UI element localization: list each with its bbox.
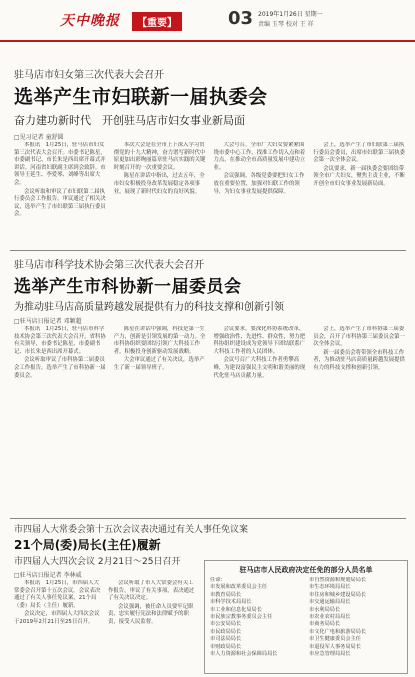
appointment-item: 市水利局局长 xyxy=(309,606,341,613)
appointment-item: 市生态环境局局长 xyxy=(309,584,351,591)
appointment-item: 市教育局局长 xyxy=(210,591,242,598)
story3-byline: □驻马店日报记者 李林威 xyxy=(14,572,82,579)
story2-body xyxy=(14,326,406,512)
appointment-item: 市应急管理局局长 xyxy=(309,651,351,658)
appointment-item: 市公安局局长 xyxy=(210,621,242,628)
appointment-item: 市民政局局长 xyxy=(210,628,242,635)
editors-line: 责编 玉琴 校对 王 祥 xyxy=(258,21,314,28)
paragraph: 大会审议通过了有关决议，选举产生了新一届领导班子。 xyxy=(113,357,205,371)
story1-column xyxy=(14,142,107,244)
appointment-item: 市科学技术局局长 xyxy=(210,599,252,606)
appointment-item: 市工业和信息化局局长 xyxy=(210,606,262,613)
appointment-item: 市商务局局长 xyxy=(309,621,341,628)
paragraph: 会上，选举产生了市妇联第三届执行委员会委员，出席市妇联第三届执委会第一次全体会议。 xyxy=(313,142,405,164)
story3-column xyxy=(108,580,197,672)
story3-kicker: 市四届人大常委会第十五次会议表决通过有关人事任免议案 xyxy=(14,525,249,535)
appointment-item: 市卫生健康委员会主任 xyxy=(309,636,361,643)
paragraph: 会议要求，要深化科协系统改革，增强政治性、先进性、群众性，努力把科协组织建设成为党领导下团结联系广大科技工作者的人民团体。 xyxy=(213,326,306,355)
story1-kicker: 驻马店市妇女第三次代表大会召开 xyxy=(14,70,164,81)
appointment-item: 市交通运输局局长 xyxy=(309,599,351,606)
story1-body xyxy=(14,142,406,244)
appointments-title: 驻马店市人民政府决定任免的部分人员名单 xyxy=(239,566,373,574)
story3-headline: 21个局(委)局长(主任)履新 xyxy=(14,538,161,552)
appointment-item: 市人力资源和社会保障局局长 xyxy=(210,651,278,658)
paragraph: 会议决定，市四届人大四次会议于2019年2月21日至25日召开。 xyxy=(14,611,100,625)
paragraph: 新一届委员会将带领全市科技工作者，为推动驻马店高质量跨越发展提供有力的科技支撑和创新引领。 xyxy=(313,349,405,371)
story1-headline: 选举产生市妇联新一届执委会 xyxy=(14,86,268,108)
story2-column xyxy=(214,326,307,512)
issue-date: 2019年1月26日 星期一 xyxy=(258,11,323,18)
paragraph: 会议号召广大科技工作者勇攀高峰，为建设富强民主文明和谐美丽的现代化驻马店贡献力量。 xyxy=(213,357,306,379)
appointments-column xyxy=(309,577,402,658)
appointment-item: 市司法局局长 xyxy=(210,636,242,643)
appointment-item: 市发展和改革委员会主任 xyxy=(210,584,268,591)
paragraph: 大会号召，全市广大妇女要紧紧围绕市委中心工作，找准工作切入点和着力点，在推动全市高质量发展中建功立业。 xyxy=(213,142,306,171)
story1-column xyxy=(313,142,406,244)
appointment-item: 市农业农村局局长 xyxy=(309,614,351,621)
story2-headline: 选举产生市科协新一届委员会 xyxy=(14,277,242,297)
story2-byline: □驻马店日报记者 邓颖超 xyxy=(14,318,82,325)
appointment-item: 市财政局局长 xyxy=(210,643,242,650)
story2-column xyxy=(14,326,107,512)
appointments-box xyxy=(204,560,408,674)
paragraph: 本报讯 1月25日，驻马店市妇女第三次代表大会召开。市委书记陈星，市委副书记、市长朱是西出席开幕式并讲话。河南省妇联副主席到会致辞。市领导王延生、李爱琴、刘峰等出席大会。 xyxy=(14,142,106,186)
appointment-item: 市住房和城乡建设局局长 xyxy=(309,591,367,598)
story3-subheadline: 市四届人大四次会议 2月21日～25日召开 xyxy=(14,557,181,567)
section-divider xyxy=(10,518,406,519)
paragraph: 本报讯 1月25日，市四届人大常委会召开第十五次会议。会议表决通过了有关人事任免议案，21个局（委）局长（主任）履新。 xyxy=(14,580,101,609)
appointment-item: 任命： xyxy=(210,577,226,583)
paragraph: 本次大会是在全市上下深入学习贯彻党的十九大精神，奋力谱写新时代中原更加出彩绚丽篇章驻马店实践的关键时刻召开的一次重要会议。 xyxy=(113,142,206,171)
page-number: 03 xyxy=(228,8,254,29)
paragraph: 陈星在讲话中强调，科技是第一生产力，创新是引领发展的第一动力。全市科协组织要团结引领广大科技工作者，积极投身创新驱动发展战略。 xyxy=(113,326,206,355)
paragraph: 本报讯 1月25日，驻马店市科学技术协会第三次代表大会召开。省科协有关领导，市委书记陈星，市委副书记、市长朱是西出席开幕式。 xyxy=(14,326,106,355)
appointment-item: 市民族宗教事务委员会主任 xyxy=(210,614,273,621)
story1-column xyxy=(114,142,207,244)
appointment-item: 市退役军人事务局局长 xyxy=(309,643,361,650)
paragraph: 会议听取和审议了市妇联第二届执行委员会工作报告，审议通过了相关决议，选举产生了市妇联第三届执行委员会。 xyxy=(14,188,106,218)
newspaper-logo: 天中晚报 xyxy=(60,13,120,29)
paragraph: 会议强调，被任命人员要牢记职责，忠实履行宪法和法律赋予的职责，接受人民监督。 xyxy=(108,603,194,625)
story3-column xyxy=(14,580,103,672)
paragraph: 会议要求，新一届执委会要团结带领全市广大妇女，聚焦主责主业，不断开创全市妇女事业发展新局面。 xyxy=(313,165,405,187)
paragraph: 会议听取审议了市科协第二届委员会工作报告，选举产生了市科协新一届委员会。 xyxy=(14,357,106,379)
story1-column xyxy=(214,142,307,244)
story1-subhead: 奋力建功新时代 开创驻马店市妇女事业新局面 xyxy=(14,114,245,127)
appointment-item: 市文化广电和旅游局局长 xyxy=(309,628,367,635)
story3-body xyxy=(14,580,197,672)
paragraph: 会上，选举产生了市科协第三届委员会，召开了市科协第三届委员会第一次全体会议。 xyxy=(313,326,405,348)
appointments-column xyxy=(210,577,303,658)
story2-column xyxy=(313,326,406,512)
paragraph: 陈星在讲话中指出，过去五年，全市妇女积极投身改革发展稳定各项事业，展现了新时代妇女的良好风貌。 xyxy=(113,173,205,195)
paragraph: 会议听取了市人大常委会有关工作报告，审议了有关事项，表决通过了有关决议决定。 xyxy=(108,580,195,602)
masthead xyxy=(0,0,415,42)
paragraph: 会议强调，各级党委要把妇女工作放在重要位置，加强对妇联工作的领导，为妇女事业发展提供保障。 xyxy=(213,173,305,195)
section-divider xyxy=(10,250,406,251)
appointment-item: 市自然资源和规划局局长 xyxy=(309,577,367,583)
appointments-list xyxy=(210,577,402,658)
story2-column xyxy=(114,326,207,512)
story2-kicker: 驻马店市科学技术协会第三次代表大会召开 xyxy=(14,260,204,271)
story2-subhead: 为推动驻马店高质量跨越发展提供有力的科技支撑和创新引领 xyxy=(14,302,284,313)
story1-byline: □见习记者 童舒圆 xyxy=(14,134,64,141)
section-tag: 【重要】 xyxy=(132,12,182,31)
